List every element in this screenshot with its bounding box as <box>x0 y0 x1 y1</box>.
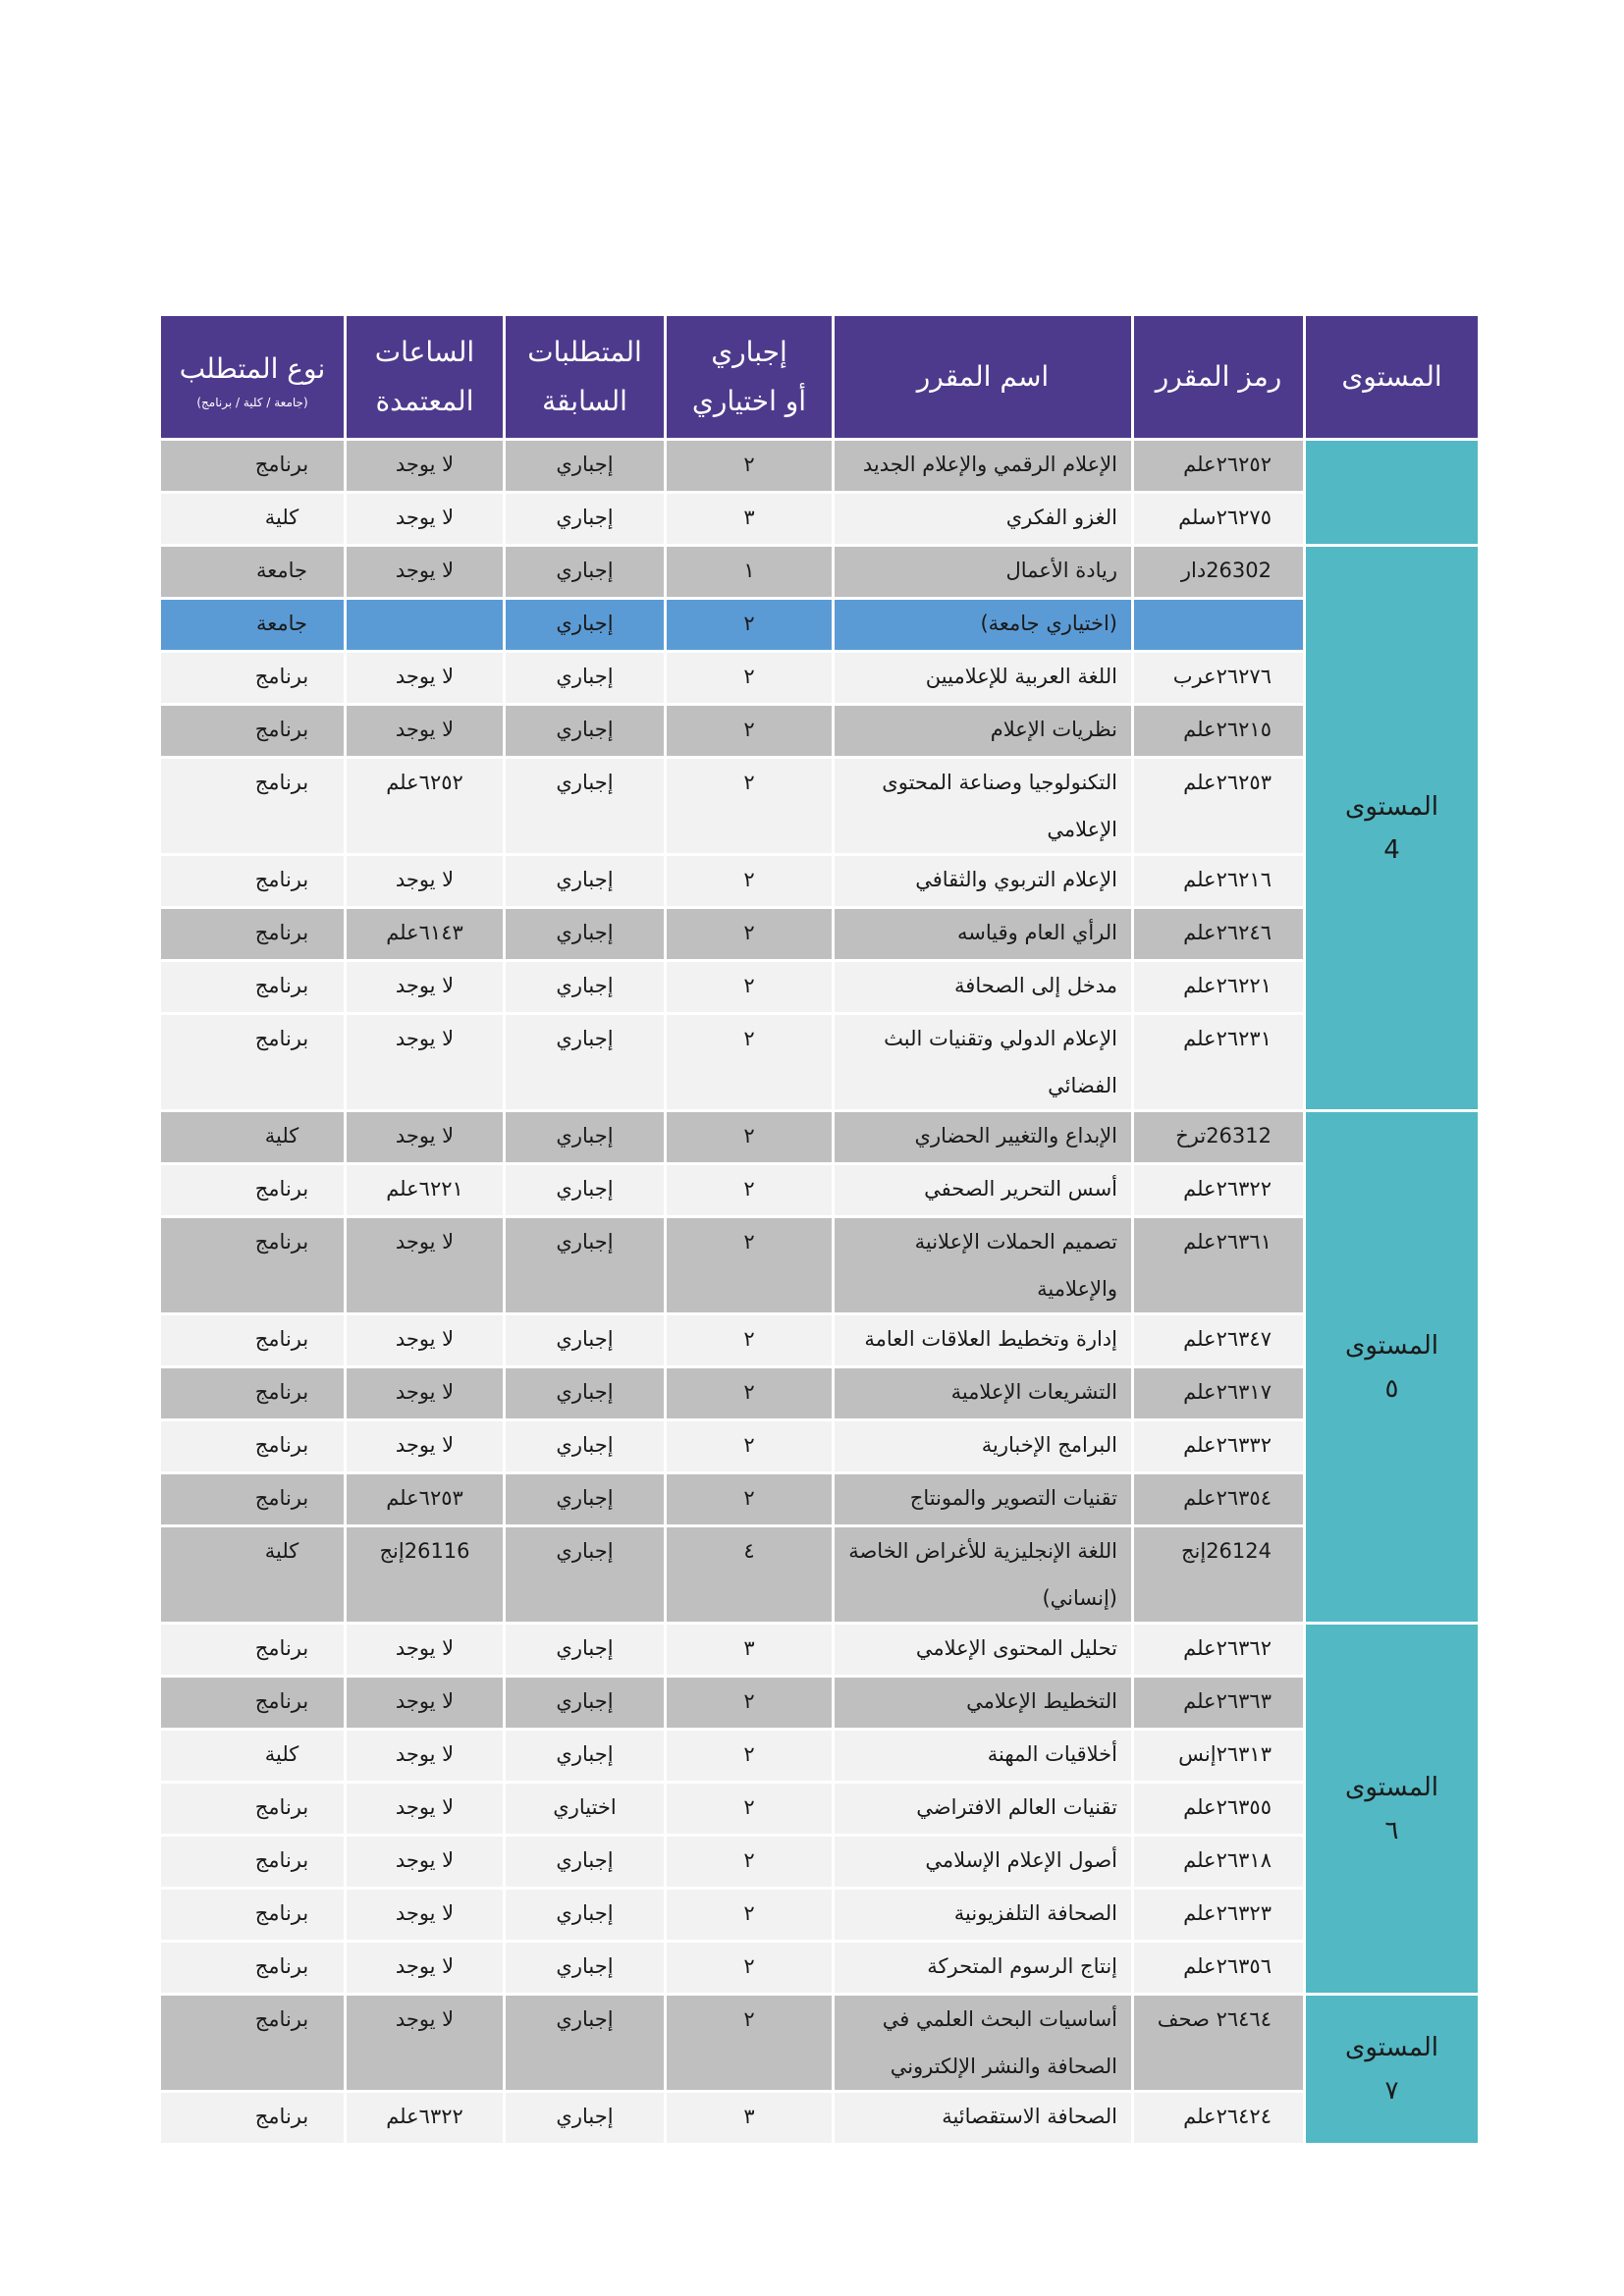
table-row <box>160 1164 1480 1217</box>
cell-prereq: لا يوجد <box>346 652 505 705</box>
cell-type <box>160 1473 346 1526</box>
table-row <box>160 1014 1480 1111</box>
table-row <box>160 2092 1480 2145</box>
cell-type-text: برنامج <box>254 1848 309 1872</box>
cell-type-text: برنامج <box>254 2007 309 2031</box>
cell-prereq: لا يوجد <box>346 961 505 1014</box>
cell-name: مدخل إلى الصحافة <box>834 961 1133 1014</box>
cell-code: ٢٦٢٥٣علم <box>1133 758 1305 855</box>
cell-hours: ٢ <box>666 1111 834 1164</box>
cell-name: (اختياري جامعة) <box>834 599 1133 652</box>
level-cell <box>1305 440 1480 546</box>
cell-type-text: كلية <box>264 506 299 529</box>
cell-type <box>160 1889 346 1942</box>
cell-hours: ٢ <box>666 1217 834 1314</box>
cell-kind: إجباري <box>505 1014 666 1111</box>
header-kind-line1: إجباري <box>711 336 787 368</box>
cell-hours: ٢ <box>666 599 834 652</box>
table-row <box>160 1314 1480 1367</box>
cell-hours: ٣ <box>666 1624 834 1677</box>
cell-type-text: برنامج <box>254 665 309 688</box>
cell-code: ٢٦٣٦٣علم <box>1133 1677 1305 1730</box>
cell-kind: إجباري <box>505 1624 666 1677</box>
cell-hours: ٢ <box>666 1473 834 1526</box>
cell-code: ٢٦٢٧٦عرب <box>1133 652 1305 705</box>
cell-hours: ٢ <box>666 1420 834 1473</box>
header-code: رمز المقرر <box>1133 315 1305 440</box>
cell-prereq: لا يوجد <box>346 1783 505 1836</box>
cell-prereq: لا يوجد <box>346 1420 505 1473</box>
cell-code: 26302دار <box>1133 546 1305 599</box>
header-name: اسم المقرر <box>834 315 1133 440</box>
cell-type <box>160 961 346 1014</box>
cell-type <box>160 1014 346 1111</box>
level-label: المستوى <box>1345 1772 1438 1802</box>
cell-name: التكنولوجيا وصناعة المحتوى الإعلامي <box>834 758 1133 855</box>
cell-hours: ٢ <box>666 1783 834 1836</box>
cell-code: ٢٦٣٦١علم <box>1133 1217 1305 1314</box>
cell-code: 26124إنج <box>1133 1526 1305 1624</box>
cell-code <box>1133 599 1305 652</box>
cell-prereq: لا يوجد <box>346 1014 505 1111</box>
cell-name: نظريات الإعلام <box>834 705 1133 758</box>
cell-code: ٢٦٣٢٢علم <box>1133 1164 1305 1217</box>
cell-code: ٢٦٣٦٢علم <box>1133 1624 1305 1677</box>
cell-prereq: لا يوجد <box>346 1942 505 1995</box>
cell-kind: اختياري <box>505 1783 666 1836</box>
cell-type <box>160 2092 346 2145</box>
cell-kind: إجباري <box>505 1217 666 1314</box>
level-label: المستوى <box>1345 2033 1438 2062</box>
cell-type <box>160 1217 346 1314</box>
cell-kind: إجباري <box>505 1730 666 1783</box>
cell-code: ٢٦٣٣٢علم <box>1133 1420 1305 1473</box>
cell-name: الإبداع والتغيير الحضاري <box>834 1111 1133 1164</box>
cell-kind: إجباري <box>505 855 666 908</box>
cell-prereq: 26116إنج <box>346 1526 505 1624</box>
cell-type-text: برنامج <box>254 718 309 741</box>
cell-name: اللغة العربية للإعلاميين <box>834 652 1133 705</box>
cell-type-text: برنامج <box>254 2105 309 2128</box>
table-row <box>160 1526 1480 1624</box>
header-prereq <box>505 315 666 440</box>
table-row <box>160 961 1480 1014</box>
table-row <box>160 1730 1480 1783</box>
header-level: المستوى <box>1305 315 1480 440</box>
level-number: ٥ <box>1384 1373 1399 1404</box>
cell-prereq: ٦٢٥٣علم <box>346 1473 505 1526</box>
cell-hours: ٢ <box>666 1836 834 1889</box>
header-type <box>160 315 346 440</box>
cell-code: ٢٦٤٦٤ صحف <box>1133 1995 1305 2092</box>
table-row <box>160 1473 1480 1526</box>
table-row <box>160 1995 1480 2092</box>
header-type-sub: (جامعة / كلية / برنامج) <box>196 396 308 409</box>
cell-kind: إجباري <box>505 908 666 961</box>
cell-prereq: ٦١٤٣علم <box>346 908 505 961</box>
cell-name: ريادة الأعمال <box>834 546 1133 599</box>
table-row <box>160 1942 1480 1995</box>
cell-type-text: برنامج <box>254 1486 309 1510</box>
header-kind-line2: أو اختياري <box>691 385 807 417</box>
cell-type-text: برنامج <box>254 1380 309 1404</box>
cell-code: ٢٦٢٢١علم <box>1133 961 1305 1014</box>
cell-name: اللغة الإنجليزية للأغراض الخاصة (إنساني) <box>834 1526 1133 1624</box>
cell-code: ٢٦٢٧٥سلم <box>1133 493 1305 546</box>
cell-type <box>160 546 346 599</box>
cell-prereq: ٦٣٢٢علم <box>346 2092 505 2145</box>
table-row <box>160 1836 1480 1889</box>
header-prereq-line1: المتطلبات <box>527 336 642 368</box>
cell-type <box>160 1111 346 1164</box>
cell-prereq: لا يوجد <box>346 1367 505 1420</box>
cell-hours: ٣ <box>666 2092 834 2145</box>
table-row <box>160 546 1480 599</box>
table-row <box>160 1111 1480 1164</box>
cell-code: ٢٦٤٢٤علم <box>1133 2092 1305 2145</box>
cell-type <box>160 1164 346 1217</box>
cell-prereq: لا يوجد <box>346 493 505 546</box>
cell-hours: ٢ <box>666 908 834 961</box>
cell-name: التشريعات الإعلامية <box>834 1367 1133 1420</box>
cell-name: أخلاقيات المهنة <box>834 1730 1133 1783</box>
cell-prereq: لا يوجد <box>346 1836 505 1889</box>
table-row <box>160 1624 1480 1677</box>
level-label: المستوى <box>1345 791 1438 822</box>
cell-type-text: برنامج <box>254 1177 309 1201</box>
level-cell <box>1305 546 1480 1111</box>
cell-type-text: برنامج <box>254 1954 309 1978</box>
cell-type <box>160 1730 346 1783</box>
cell-prereq: لا يوجد <box>346 1217 505 1314</box>
table-row <box>160 1677 1480 1730</box>
cell-hours: ٢ <box>666 855 834 908</box>
cell-hours: ٢ <box>666 1677 834 1730</box>
cell-name: أساسيات البحث العلمي في الصحافة والنشر الإلكتروني <box>834 1995 1133 2092</box>
cell-hours: ٢ <box>666 1367 834 1420</box>
header-type-label: نوع المتطلب <box>179 352 326 385</box>
cell-name: أصول الإعلام الإسلامي <box>834 1836 1133 1889</box>
header-kind <box>666 315 834 440</box>
cell-type-text: برنامج <box>254 1689 309 1713</box>
cell-type <box>160 1995 346 2092</box>
level-cell <box>1305 1995 1480 2145</box>
cell-prereq: لا يوجد <box>346 855 505 908</box>
cell-prereq: لا يوجد <box>346 1314 505 1367</box>
cell-type-text: برنامج <box>254 1027 309 1050</box>
cell-code: ٢٦٢١٥علم <box>1133 705 1305 758</box>
cell-code: ٢٦٢١٦علم <box>1133 855 1305 908</box>
cell-hours: ٢ <box>666 1014 834 1111</box>
cell-name: الرأي العام وقياسه <box>834 908 1133 961</box>
cell-type-text: برنامج <box>254 1433 309 1457</box>
cell-code: ٢٦٢٤٦علم <box>1133 908 1305 961</box>
cell-kind: إجباري <box>505 705 666 758</box>
cell-prereq: لا يوجد <box>346 1730 505 1783</box>
cell-hours: ٢ <box>666 1889 834 1942</box>
cell-prereq: ٦٢٥٢علم <box>346 758 505 855</box>
cell-prereq: لا يوجد <box>346 705 505 758</box>
cell-hours: ٢ <box>666 961 834 1014</box>
cell-type <box>160 652 346 705</box>
cell-name: الغزو الفكري <box>834 493 1133 546</box>
header-prereq-line2: السابقة <box>542 385 627 417</box>
table-row <box>160 1783 1480 1836</box>
cell-type <box>160 1942 346 1995</box>
cell-name: إدارة وتخطيط العلاقات العامة <box>834 1314 1133 1367</box>
cell-kind: إجباري <box>505 1995 666 2092</box>
cell-type <box>160 1367 346 1420</box>
cell-name: تقنيات العالم الافتراضي <box>834 1783 1133 1836</box>
cell-prereq: لا يوجد <box>346 546 505 599</box>
level-cell <box>1305 1111 1480 1624</box>
table-row <box>160 652 1480 705</box>
cell-code: ٢٦٣٥٥علم <box>1133 1783 1305 1836</box>
cell-kind: إجباري <box>505 2092 666 2145</box>
cell-kind: إجباري <box>505 1164 666 1217</box>
cell-type <box>160 1420 346 1473</box>
cell-kind: إجباري <box>505 599 666 652</box>
cell-type-text: برنامج <box>254 1327 309 1351</box>
cell-kind: إجباري <box>505 1942 666 1995</box>
header-hours-line2: المعتمدة <box>375 385 474 417</box>
cell-type <box>160 705 346 758</box>
cell-kind: إجباري <box>505 1473 666 1526</box>
cell-prereq: لا يوجد <box>346 1624 505 1677</box>
table-row <box>160 908 1480 961</box>
cell-type-text: برنامج <box>254 921 309 944</box>
cell-type-text: برنامج <box>254 1901 309 1925</box>
cell-code: ٢٦٣٥٤علم <box>1133 1473 1305 1526</box>
table-row <box>160 1367 1480 1420</box>
cell-code: ٢٦٣٢٣علم <box>1133 1889 1305 1942</box>
cell-type-text: كلية <box>264 1539 299 1563</box>
cell-prereq: لا يوجد <box>346 1111 505 1164</box>
cell-name: الصحافة الاستقصائية <box>834 2092 1133 2145</box>
cell-type <box>160 493 346 546</box>
cell-hours: ٤ <box>666 1526 834 1624</box>
cell-type <box>160 1783 346 1836</box>
cell-type <box>160 758 346 855</box>
cell-type <box>160 908 346 961</box>
cell-hours: ٢ <box>666 652 834 705</box>
cell-type <box>160 1677 346 1730</box>
cell-code: 26312ترخ <box>1133 1111 1305 1164</box>
cell-type-text: برنامج <box>254 974 309 997</box>
cell-kind: إجباري <box>505 652 666 705</box>
cell-hours: ٣ <box>666 493 834 546</box>
cell-hours: ٢ <box>666 440 834 493</box>
table-row <box>160 705 1480 758</box>
cell-prereq: لا يوجد <box>346 1677 505 1730</box>
cell-hours: ٢ <box>666 1730 834 1783</box>
header-row <box>160 315 1480 440</box>
cell-kind: إجباري <box>505 1314 666 1367</box>
cell-name: إنتاج الرسوم المتحركة <box>834 1942 1133 1995</box>
cell-kind: إجباري <box>505 1836 666 1889</box>
cell-type-text: برنامج <box>254 1795 309 1819</box>
cell-kind: إجباري <box>505 961 666 1014</box>
cell-type-text: كلية <box>264 1124 299 1148</box>
cell-kind: إجباري <box>505 758 666 855</box>
cell-name: تحليل المحتوى الإعلامي <box>834 1624 1133 1677</box>
table-row <box>160 599 1480 652</box>
cell-hours: ٢ <box>666 1164 834 1217</box>
cell-name: الإعلام التربوي والثقافي <box>834 855 1133 908</box>
cell-name: أسس التحرير الصحفي <box>834 1164 1133 1217</box>
cell-kind: إجباري <box>505 440 666 493</box>
table-row <box>160 493 1480 546</box>
cell-prereq: ٦٢٢١علم <box>346 1164 505 1217</box>
cell-name: الإعلام الرقمي والإعلام الجديد <box>834 440 1133 493</box>
cell-hours: ١ <box>666 546 834 599</box>
cell-name: الإعلام الدولي وتقنيات البث الفضائي <box>834 1014 1133 1111</box>
table-row <box>160 855 1480 908</box>
table-row <box>160 1217 1480 1314</box>
cell-prereq: لا يوجد <box>346 1995 505 2092</box>
cell-name: تصميم الحملات الإعلانية والإعلامية <box>834 1217 1133 1314</box>
header-hours <box>346 315 505 440</box>
table-row <box>160 758 1480 855</box>
cell-name: تقنيات التصوير والمونتاج <box>834 1473 1133 1526</box>
table-row <box>160 1420 1480 1473</box>
cell-hours: ٢ <box>666 1942 834 1995</box>
cell-hours: ٢ <box>666 758 834 855</box>
cell-name: الصحافة التلفزيونية <box>834 1889 1133 1942</box>
cell-prereq: لا يوجد <box>346 440 505 493</box>
cell-hours: ٢ <box>666 705 834 758</box>
cell-prereq: لا يوجد <box>346 1889 505 1942</box>
level-label: المستوى <box>1345 1330 1438 1361</box>
cell-kind: إجباري <box>505 1367 666 1420</box>
cell-code: ٢٦٣١٣إنس <box>1133 1730 1305 1783</box>
cell-code: ٢٦٣١٧علم <box>1133 1367 1305 1420</box>
table-row <box>160 440 1480 493</box>
cell-type-text: برنامج <box>254 1230 309 1254</box>
cell-type-text: كلية <box>264 1742 299 1766</box>
cell-kind: إجباري <box>505 1420 666 1473</box>
cell-type-text: برنامج <box>254 453 309 476</box>
cell-type <box>160 1836 346 1889</box>
cell-type-text: برنامج <box>254 1636 309 1660</box>
cell-hours: ٢ <box>666 1995 834 2092</box>
study-plan-table <box>158 313 1481 2146</box>
cell-code: ٢٦٣٤٧علم <box>1133 1314 1305 1367</box>
cell-type <box>160 599 346 652</box>
cell-kind: إجباري <box>505 1677 666 1730</box>
cell-kind: إجباري <box>505 1526 666 1624</box>
cell-hours: ٢ <box>666 1314 834 1367</box>
level-number: 4 <box>1383 834 1400 865</box>
cell-kind: إجباري <box>505 1889 666 1942</box>
cell-name: البرامج الإخبارية <box>834 1420 1133 1473</box>
cell-code: ٢٦٢٣١علم <box>1133 1014 1305 1111</box>
cell-type <box>160 855 346 908</box>
cell-kind: إجباري <box>505 1111 666 1164</box>
cell-type <box>160 1624 346 1677</box>
cell-type-text: برنامج <box>254 771 309 794</box>
level-number: ٦ <box>1384 1815 1399 1845</box>
cell-code: ٢٦٣١٨علم <box>1133 1836 1305 1889</box>
level-number: ٧ <box>1384 2076 1399 2106</box>
cell-prereq <box>346 599 505 652</box>
cell-kind: إجباري <box>505 546 666 599</box>
level-cell <box>1305 1624 1480 1995</box>
cell-code: ٢٦٢٥٢علم <box>1133 440 1305 493</box>
cell-type-text: جامعة <box>255 612 308 635</box>
header-hours-line1: الساعات <box>374 336 475 368</box>
cell-type-text: جامعة <box>255 559 308 582</box>
cell-type <box>160 440 346 493</box>
cell-kind: إجباري <box>505 493 666 546</box>
table-row <box>160 1889 1480 1942</box>
cell-type-text: برنامج <box>254 868 309 891</box>
cell-type <box>160 1526 346 1624</box>
cell-type <box>160 1314 346 1367</box>
cell-code: ٢٦٣٥٦علم <box>1133 1942 1305 1995</box>
cell-name: التخطيط الإعلامي <box>834 1677 1133 1730</box>
